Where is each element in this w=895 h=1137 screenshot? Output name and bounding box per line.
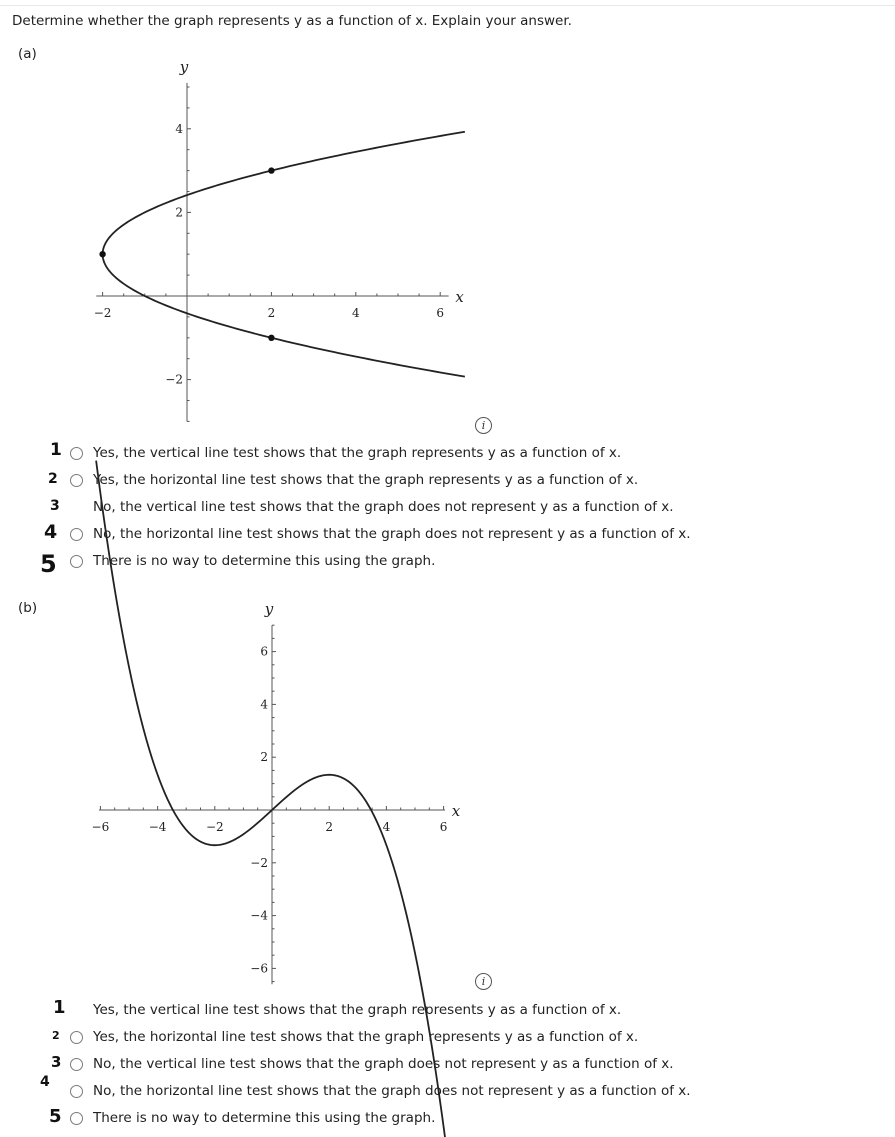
answer-option[interactable] [70, 1000, 621, 1020]
option-text: No, the horizontal line test shows that the graph does not represent y as a function of x. [93, 526, 691, 542]
x-axis-label: x [455, 288, 464, 306]
answer-option[interactable] [70, 1054, 674, 1074]
radio-button[interactable] [70, 1112, 83, 1125]
x-tick-label: −2 [205, 820, 224, 834]
radio-button[interactable] [70, 1085, 83, 1098]
y-tick-label: −2 [165, 372, 183, 387]
handwritten-number: 1 [50, 440, 62, 460]
handwritten-number: 4 [44, 521, 58, 543]
handwritten-number: 3 [50, 498, 60, 514]
y-tick-label: 2 [260, 750, 268, 765]
y-axis-label: y [179, 57, 189, 76]
x-tick-label: 4 [351, 306, 360, 320]
option-text: There is no way to determine this using the graph. [93, 553, 436, 569]
answer-option[interactable] [70, 1027, 638, 1047]
option-text: No, the horizontal line test shows that the graph does not represent y as a function of x. [93, 1083, 691, 1099]
handwritten-number: 5 [49, 1106, 62, 1127]
x-tick-label: 6 [439, 820, 448, 834]
option-text: Yes, the horizontal line test shows that the graph represents y as a function of x. [93, 1029, 639, 1045]
handwritten-number: 4 [40, 1074, 50, 1090]
option-text: Yes, the vertical line test shows that the graph represents y as a function of x. [93, 1002, 622, 1018]
handwritten-number: 2 [52, 1029, 60, 1042]
y-tick-label: 2 [175, 205, 183, 220]
radio-button[interactable] [70, 1004, 83, 1017]
y-tick-label: −4 [250, 908, 268, 923]
y-axis-label: y [264, 600, 274, 619]
part-b-label: (b) [18, 600, 38, 616]
option-text: There is no way to determine this using the graph. [93, 1110, 436, 1126]
y-tick-label: 6 [260, 644, 268, 659]
x-tick-label: 2 [325, 820, 334, 834]
answer-option[interactable] [70, 1108, 435, 1128]
part-a-label: (a) [18, 46, 37, 62]
radio-button[interactable] [70, 1058, 83, 1071]
answer-option[interactable] [70, 1081, 691, 1101]
option-text: No, the vertical line test shows that the graph does not represent y as a function of x. [93, 499, 674, 515]
handwritten-number: 2 [48, 471, 58, 487]
x-tick-label: 2 [267, 306, 276, 320]
option-text: Yes, the vertical line test shows that the graph represents y as a function of x. [93, 445, 622, 461]
info-icon[interactable]: i [475, 973, 492, 990]
y-tick-label: 4 [260, 697, 268, 712]
option-text: Yes, the horizontal line test shows that the graph represents y as a function of x. [93, 472, 639, 488]
x-tick-label: 6 [436, 306, 445, 320]
radio-button[interactable] [70, 1031, 83, 1044]
handwritten-number: 5 [40, 550, 57, 578]
x-tick-label: 4 [382, 820, 391, 834]
y-tick-label: −2 [250, 855, 268, 870]
x-tick-label: −4 [148, 820, 167, 834]
y-tick-label: 4 [175, 121, 183, 136]
x-tick-label: −2 [93, 306, 112, 320]
handwritten-number: 1 [53, 997, 66, 1018]
info-icon[interactable]: i [475, 417, 492, 434]
y-tick-label: −6 [250, 961, 268, 976]
option-text: No, the vertical line test shows that the graph does not represent y as a function of x. [93, 1056, 674, 1072]
x-tick-label: −6 [91, 820, 110, 834]
handwritten-number: 3 [51, 1053, 62, 1071]
x-axis-label: x [451, 802, 461, 820]
question-text: Determine whether the graph represents y as a function of x. Explain your answer. [12, 13, 572, 29]
